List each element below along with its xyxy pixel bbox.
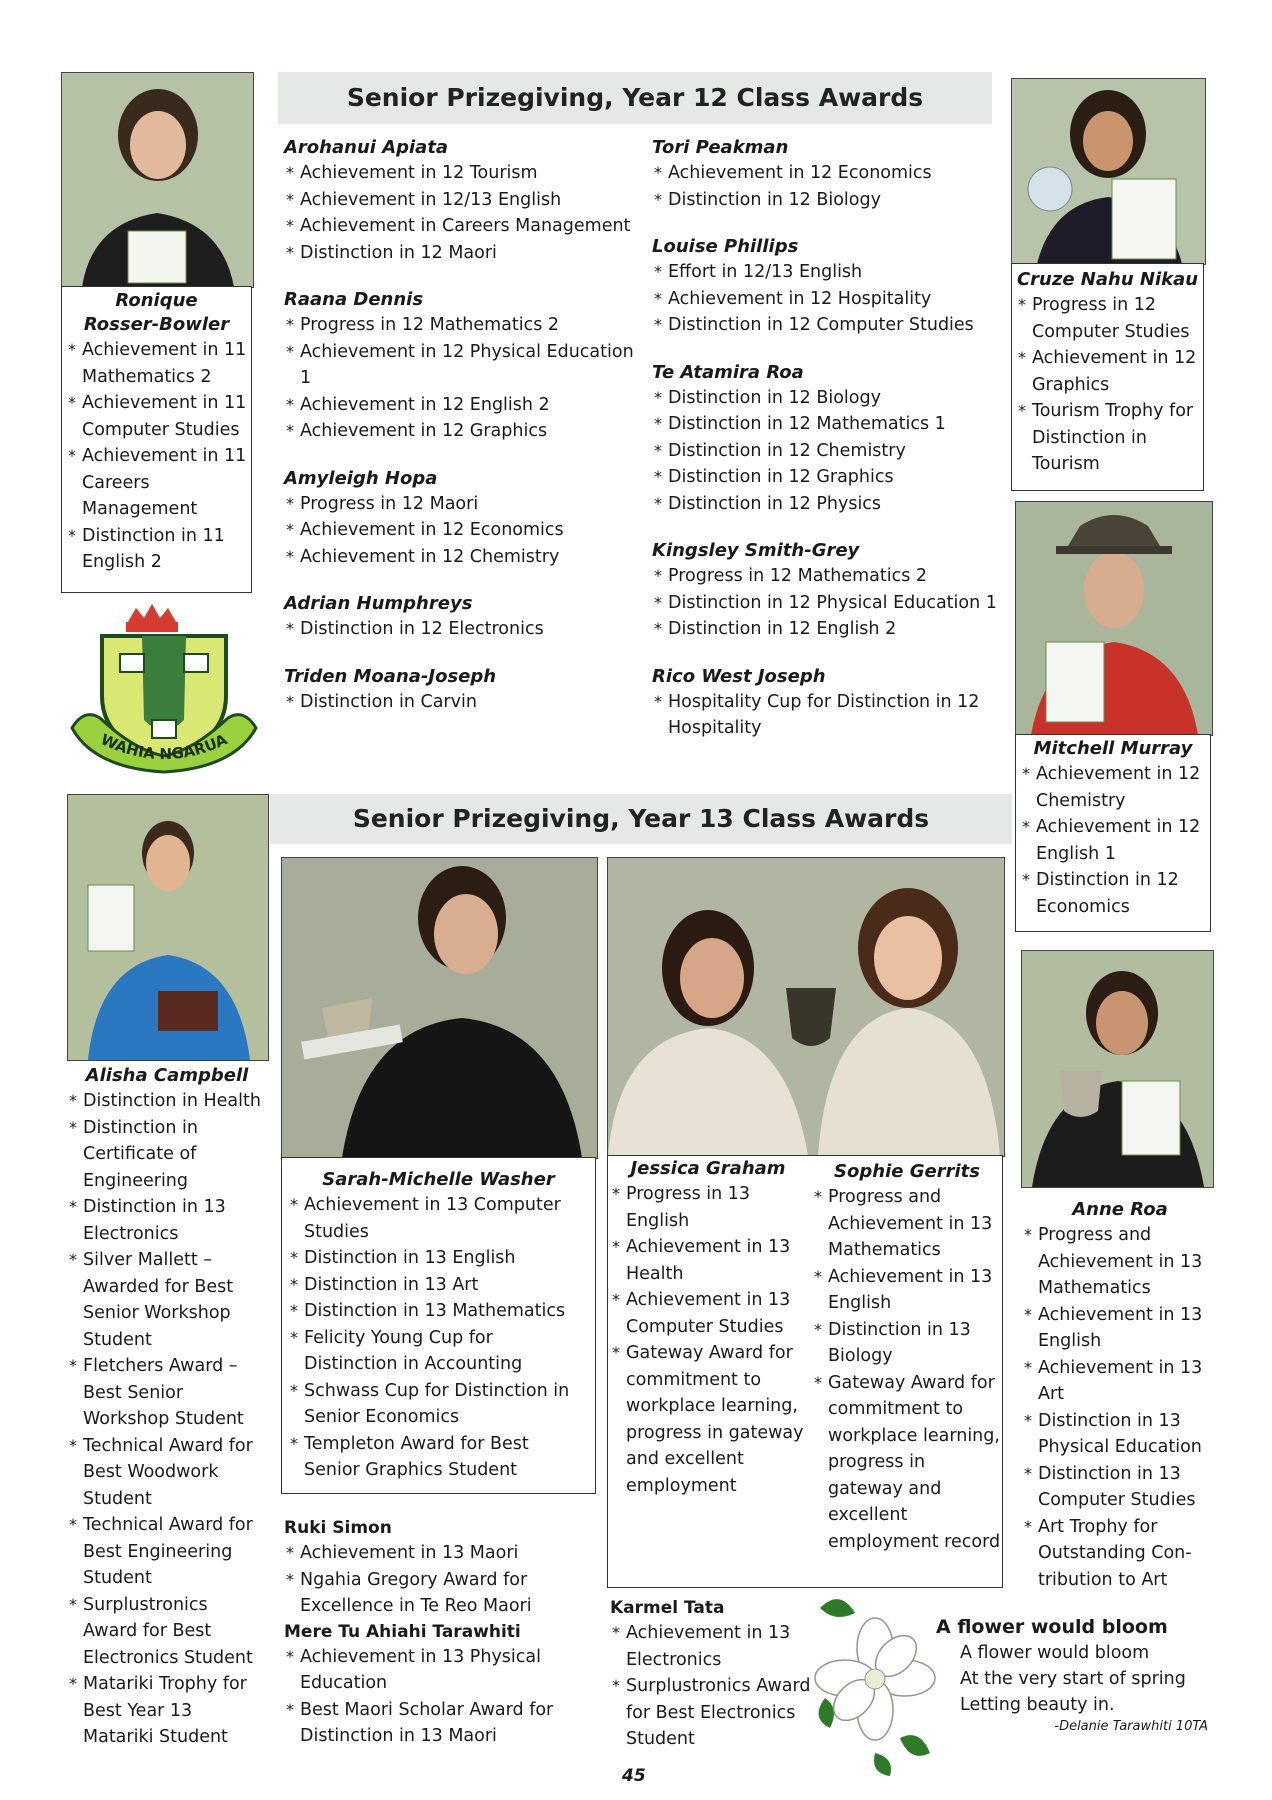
- award-item: * Progress in 12 Maori: [284, 491, 639, 518]
- poem-line: A flower would bloom: [960, 1643, 1150, 1663]
- award-item: * Distinction in 12 Graphics: [652, 464, 1004, 491]
- award-item: * Hospitality Cup for Distinction in 12 Hospitality: [652, 689, 1004, 742]
- award-item: * Achievement in 12 Economics: [652, 160, 1004, 187]
- karmel-block: [610, 1596, 820, 1753]
- student-group: [284, 665, 639, 716]
- poem-author: -Delanie Tarawhiti 10TA: [1054, 1719, 1208, 1734]
- student-name: Raana Dennis: [284, 289, 424, 310]
- ronique-box: [61, 286, 252, 593]
- award-item: * Achievement in 11 Careers Management: [66, 443, 247, 523]
- mitchell-name: Mitchell Murray: [1033, 738, 1193, 759]
- award-item: * Art Trophy for Outstanding Con-tribution to Art: [1022, 1514, 1218, 1594]
- flower-illustration: [810, 1588, 940, 1778]
- award-item: * Achievement in 13 Electronics: [610, 1620, 820, 1673]
- mitchell-photo: [1015, 501, 1213, 736]
- award-item: * Achievement in 13 Computer Studies: [610, 1287, 806, 1340]
- student-group: [284, 288, 639, 445]
- award-item: * Progress and Achievement in 13 Mathematics: [1022, 1222, 1218, 1302]
- ronique-name-line2: Rosser-Bowler: [83, 314, 230, 335]
- award-item: * Distinction in 12 Chemistry: [652, 438, 1004, 465]
- award-item: * Distinction in 13 Physical Education: [1022, 1408, 1218, 1461]
- ronique-photo: [61, 72, 254, 288]
- award-item: * Effort in 12/13 English: [652, 259, 1004, 286]
- alisha-block: [67, 1064, 267, 1751]
- jessica-block: [610, 1157, 806, 1499]
- poem-block: [936, 1614, 1216, 1736]
- award-item: * Achievement in 12 Graphics: [284, 418, 639, 445]
- school-crest: [64, 600, 264, 780]
- award-item: * Distinction in 12 Biology: [652, 385, 1004, 412]
- year13-title: Senior Prizegiving, Year 13 Class Awards: [352, 804, 930, 833]
- student-group: [652, 539, 1004, 643]
- award-item: * Matariki Trophy for Best Year 13 Matariki Student: [67, 1671, 267, 1751]
- award-item: * Achievement in 13 English: [1022, 1302, 1218, 1355]
- student-name: Kingsley Smith-Grey: [652, 540, 860, 561]
- award-item: * Distinction in 12 English 2: [652, 616, 1004, 643]
- student-group: [284, 467, 639, 571]
- award-item: * Progress in 12 Computer Studies: [1016, 292, 1199, 345]
- award-item: * Gateway Award for commitment to workplace learning, progress in gateway and excellent employment: [610, 1340, 806, 1499]
- anne-photo: [1021, 950, 1214, 1188]
- award-item: * Achievement in 11 Mathematics 2: [66, 337, 247, 390]
- year12-banner: [278, 72, 992, 124]
- anne-block: [1022, 1198, 1218, 1593]
- award-item: * Surplustronics Award for Best Electronics Student: [67, 1592, 267, 1672]
- year12-column-1: [284, 136, 639, 737]
- poem-line: At the very start of spring: [960, 1669, 1186, 1689]
- award-item: * Ngahia Gregory Award for Excellence in Te Reo Maori: [284, 1567, 604, 1620]
- award-item: * Distinction in 12 Economics: [1020, 867, 1206, 920]
- award-item: * Achievement in 12 Physical Education 1: [284, 339, 639, 392]
- award-item: * Achievement in 12 Graphics: [1016, 345, 1199, 398]
- student-name: Rico West Joseph: [652, 665, 826, 687]
- award-item: * Achievement in 12 Chemistry: [284, 544, 639, 571]
- award-item: * Distinction in 12 Mathematics 1: [652, 411, 1004, 438]
- student-name: Arohanui Apiata: [284, 137, 449, 158]
- sophie-name: Sophie Gerrits: [834, 1161, 980, 1182]
- award-item: * Distinction in Certificate of Engineering: [67, 1115, 267, 1195]
- award-item: * Achievement in 12/13 English: [284, 187, 639, 214]
- award-item: * Distinction in 11 English 2: [66, 523, 247, 576]
- sophie-block: [812, 1160, 1002, 1555]
- award-item: * Distinction in Carvin: [284, 689, 639, 716]
- award-item: * Distinction in 13 Computer Studies: [1022, 1461, 1218, 1514]
- award-item: * Felicity Young Cup for Distinction in Accounting: [288, 1325, 589, 1378]
- award-item: * Schwass Cup for Distinction in Senior Economics: [288, 1378, 589, 1431]
- award-item: * Progress in 12 Mathematics 2: [284, 312, 639, 339]
- year12-column-2: [652, 136, 1004, 764]
- student-name: Triden Moana-Joseph: [284, 665, 497, 687]
- award-item: * Distinction in 13 English: [288, 1245, 589, 1272]
- award-item: * Progress in 13 English: [610, 1181, 806, 1234]
- award-item: * Best Maori Scholar Award for Distinction in 13 Maori: [284, 1697, 604, 1750]
- page-number: 45: [622, 1766, 646, 1786]
- student-group: [652, 665, 1004, 742]
- award-item: * Distinction in 13 Electronics: [67, 1194, 267, 1247]
- sarah-photo: [281, 857, 598, 1159]
- student-name: Louise Phillips: [652, 236, 799, 257]
- karmel-name: Karmel Tata: [610, 1598, 725, 1618]
- award-item: * Achievement in 13 Physical Education: [284, 1644, 604, 1697]
- alisha-name: Alisha Campbell: [85, 1065, 249, 1086]
- ruki-name: Ruki Simon: [284, 1518, 392, 1538]
- award-item: * Achievement in 12 English 1: [1020, 814, 1206, 867]
- award-item: * Surplustronics Award for Best Electronics Student: [610, 1673, 820, 1753]
- poem-line: Letting beauty in.: [960, 1695, 1115, 1715]
- award-item: * Technical Award for Best Woodwork Student: [67, 1433, 267, 1513]
- student-name: Te Atamira Roa: [652, 361, 804, 383]
- student-name: Tori Peakman: [652, 137, 789, 158]
- award-item: * Achievement in 13 Maori: [284, 1540, 604, 1567]
- cruze-box: [1011, 263, 1204, 491]
- award-item: * Distinction in 12 Computer Studies: [652, 312, 1004, 339]
- student-group: [284, 136, 639, 266]
- student-name: Amyleigh Hopa: [284, 467, 438, 489]
- award-item: * Distinction in 13 Biology: [812, 1317, 1002, 1370]
- award-item: * Achievement in 11 Computer Studies: [66, 390, 247, 443]
- award-item: * Achievement in 12 Tourism: [284, 160, 639, 187]
- mere-name: Mere Tu Ahiahi Tarawhiti: [284, 1621, 521, 1642]
- jessica-sophie-photo: [607, 857, 1005, 1157]
- award-item: * Tourism Trophy for Distinction in Tourism: [1016, 398, 1199, 478]
- award-item: * Achievement in 12 Economics: [284, 517, 639, 544]
- award-item: * Distinction in Health: [67, 1088, 267, 1115]
- award-item: * Distinction in 12 Physics: [652, 491, 1004, 518]
- award-item: * Achievement in 13 English: [812, 1264, 1002, 1317]
- alisha-photo: [67, 794, 269, 1061]
- award-item: * Silver Mallett – Awarded for Best Senior Workshop Student: [67, 1247, 267, 1353]
- award-item: * Gateway Award for commitment to workplace learning, progress in gateway and excellent employment record: [812, 1370, 1002, 1556]
- poem-title: A flower would bloom: [936, 1616, 1168, 1638]
- award-item: * Achievement in 12 English 2: [284, 392, 639, 419]
- year12-title: Senior Prizegiving, Year 12 Class Awards: [346, 83, 924, 112]
- crest-motto: WAHIA NGARUA: [98, 730, 230, 764]
- student-group: [652, 136, 1004, 213]
- award-item: * Fletchers Award – Best Senior Workshop Student: [67, 1353, 267, 1433]
- ruki-mere-block: [284, 1516, 604, 1750]
- award-item: * Distinction in 13 Mathematics: [288, 1298, 589, 1325]
- student-group: [652, 361, 1004, 518]
- award-item: * Achievement in 12 Hospitality: [652, 286, 1004, 313]
- student-name: Adrian Humphreys: [284, 593, 473, 614]
- award-item: * Achievement in 12 Chemistry: [1020, 761, 1206, 814]
- award-item: * Templeton Award for Best Senior Graphics Student: [288, 1431, 589, 1484]
- sarah-name: Sarah-Michelle Washer: [322, 1169, 555, 1190]
- anne-name: Anne Roa: [1072, 1199, 1168, 1220]
- award-item: * Distinction in 13 Art: [288, 1272, 589, 1299]
- award-item: * Achievement in 13 Computer Studies: [288, 1192, 589, 1245]
- award-item: * Distinction in 12 Electronics: [284, 616, 639, 643]
- award-item: * Progress in 12 Mathematics 2: [652, 563, 1004, 590]
- cruze-name: Cruze Nahu Nikau: [1016, 269, 1199, 290]
- student-group: [652, 235, 1004, 339]
- student-group: [284, 592, 639, 643]
- award-item: * Progress and Achievement in 13 Mathematics: [812, 1184, 1002, 1264]
- award-item: * Achievement in 13 Art: [1022, 1355, 1218, 1408]
- sarah-box: [281, 1157, 596, 1494]
- ronique-name-line1: Ronique: [115, 290, 198, 311]
- award-item: * Technical Award for Best Engineering Student: [67, 1512, 267, 1592]
- award-item: * Distinction in 12 Biology: [652, 187, 1004, 214]
- award-item: * Achievement in 13 Health: [610, 1234, 806, 1287]
- mitchell-box: [1015, 734, 1211, 932]
- award-item: * Achievement in Careers Management: [284, 213, 639, 240]
- cruze-photo: [1011, 78, 1206, 265]
- jessica-name: Jessica Graham: [630, 1158, 786, 1179]
- year13-banner: [270, 794, 1012, 844]
- award-item: * Distinction in 12 Physical Education 1: [652, 590, 1004, 617]
- award-item: * Distinction in 12 Maori: [284, 240, 639, 267]
